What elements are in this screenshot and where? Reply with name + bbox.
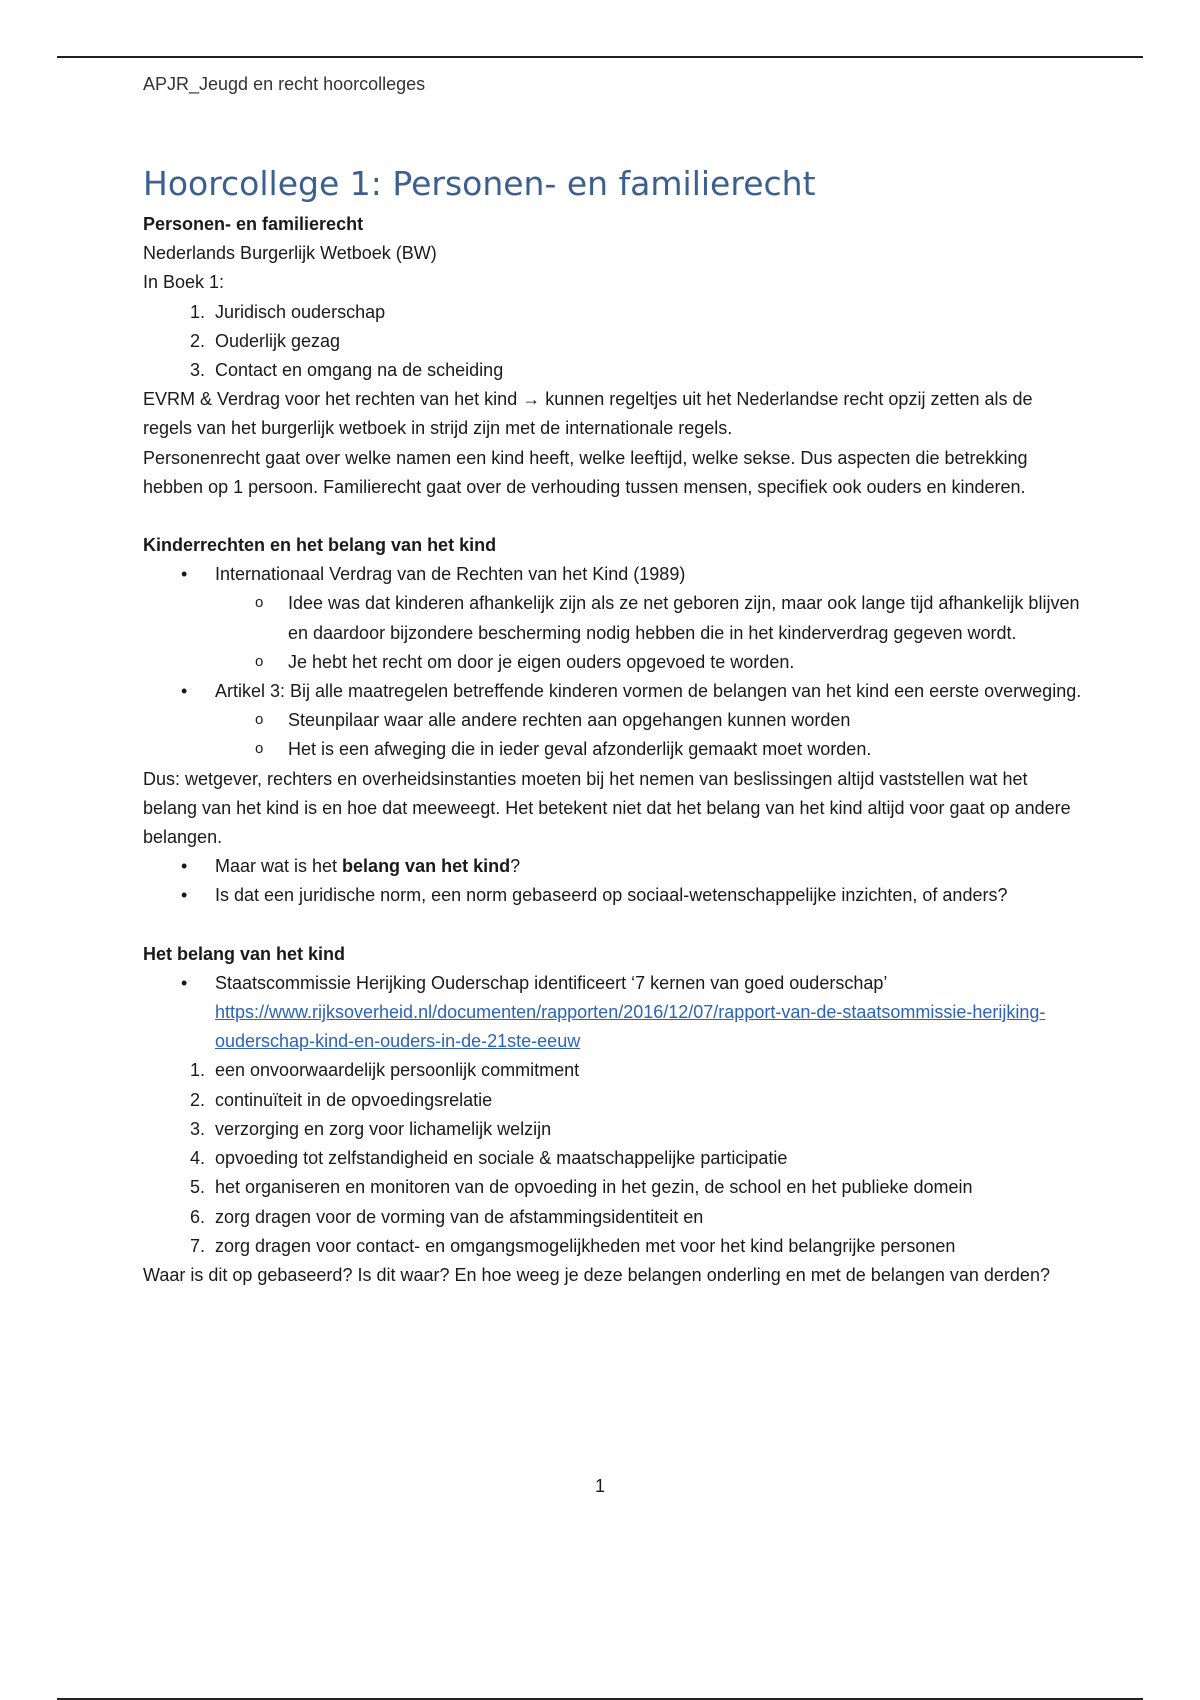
list-item: • Staatscommissie Herijking Ouderschap identificeert ‘7 kernen van goed ouderschap’ https://www.rijksoverheid.nl/documenten/rapporten/2016/12/07/rapport-van-de-staatsommissie-herijking-ouderschap-kind-en-ouders-in-de-21ste-eeuw bbox=[143, 969, 1083, 1057]
bullet-icon: • bbox=[181, 885, 188, 906]
running-header: APJR_Jeugd en recht hoorcolleges bbox=[143, 74, 426, 94]
list-item: 2. continuïteit in de opvoedingsrelatie bbox=[189, 1089, 493, 1110]
bullet-icon: • bbox=[181, 856, 188, 877]
circle-bullet-icon: o bbox=[255, 594, 264, 612]
list-item: 3. verzorging en zorg voor lichamelijk welzijn bbox=[189, 1118, 552, 1139]
dus-paragraph: Dus: wetgever, rechters en overheidsinstanties moeten bij het nemen van beslissingen altijd vaststellen wat het belang van het kind is en hoe dat meeweegt. Het betekent niet dat het belang van het kind altijd voor gaat op andere belangen. bbox=[143, 768, 1071, 848]
circle-bullet-icon: o bbox=[255, 652, 264, 670]
intro-heading: Personen- en familierecht bbox=[143, 214, 364, 234]
bullet-icon: • bbox=[181, 681, 188, 702]
boek1-list bbox=[143, 298, 1083, 386]
bullet-icon: • bbox=[181, 972, 188, 993]
questions-list bbox=[143, 852, 1083, 910]
belang-heading: Het belang van het kind bbox=[143, 943, 346, 964]
sub-list-item: o Het is een afweging die in ieder geval afzonderlijk gemaakt moet worden. bbox=[143, 735, 1083, 764]
list-item: 5. het organiseren en monitoren van de opvoeding in het gezin, de school en het publieke domein bbox=[189, 1177, 973, 1198]
circle-bullet-icon: o bbox=[255, 740, 264, 758]
sub-list-item: o Je hebt het recht om door je eigen ouders opgevoed te worden. bbox=[143, 648, 1083, 677]
list-item: • Is dat een juridische norm, een norm gebaseerd op sociaal-wetenschappelijke inzichten, of anders? bbox=[143, 881, 1083, 910]
list-item: • Maar wat is het belang van het kind? bbox=[143, 852, 1083, 881]
intro-line-boek: In Boek 1: bbox=[143, 272, 225, 293]
closing-paragraph: Waar is dit op gebaseerd? Is dit waar? En hoe weeg je deze belangen onderling en met de belangen van derden? bbox=[143, 1264, 1050, 1285]
document-body bbox=[143, 162, 1083, 1290]
kinderrechten-heading: Kinderrechten en het belang van het kind bbox=[143, 535, 497, 556]
personenrecht-paragraph: Personenrecht gaat over welke namen een kind heeft, welke leeftijd, welke sekse. Dus aspecten die betrekking hebben op 1 persoon. Familierecht gaat over de verhouding tussen mensen, specifiek ook ouders en kinderen. bbox=[143, 447, 1028, 497]
rapport-link[interactable]: https://www.rijksoverheid.nl/documenten/rapporten/2016/12/07/rapport-van-de-staatsommissie-herijking-ouderschap-kind-en-ouders-in-de-21ste-eeuw bbox=[215, 1002, 1046, 1052]
evrm-paragraph: EVRM & Verdrag voor het rechten van het kind → kunnen regeltjes uit het Nederlandse recht opzij zetten als de regels van het burgerlijk wetboek in strijd zijn met de internationale regels. bbox=[143, 389, 1033, 439]
sub-list-item: o Steunpilaar waar alle andere rechten aan opgehangen kunnen worden bbox=[143, 706, 1083, 735]
list-item: • Internationaal Verdrag van de Rechten van het Kind (1989) bbox=[143, 560, 1083, 589]
kernen-list bbox=[143, 1056, 1083, 1260]
list-item: • Artikel 3: Bij alle maatregelen betreffende kinderen vormen de belangen van het kind een eerste overweging. bbox=[143, 677, 1083, 706]
header-rule bbox=[57, 56, 1143, 58]
intro-line-bw: Nederlands Burgerlijk Wetboek (BW) bbox=[143, 243, 437, 264]
list-item: 2. Ouderlijk gezag bbox=[189, 330, 341, 351]
kinderrechten-list bbox=[143, 560, 1083, 764]
bullet-icon: • bbox=[181, 564, 188, 585]
page-number: 1 bbox=[594, 1476, 605, 1496]
list-item: 1. Juridisch ouderschap bbox=[189, 301, 386, 322]
staatscommissie-list bbox=[143, 969, 1083, 1057]
list-item: 6. zorg dragen voor de vorming van de afstammingsidentiteit en bbox=[189, 1206, 704, 1227]
page-title: Hoorcollege 1: Personen- en familierecht bbox=[143, 164, 816, 203]
list-item: 1. een onvoorwaardelijk persoonlijk commitment bbox=[189, 1060, 580, 1081]
list-item: 4. opvoeding tot zelfstandigheid en sociale & maatschappelijke participatie bbox=[189, 1148, 788, 1169]
list-item: 3. Contact en omgang na de scheiding bbox=[189, 360, 504, 381]
list-item: 7. zorg dragen voor contact- en omgangsmogelijkheden met voor het kind belangrijke personen bbox=[189, 1235, 956, 1256]
circle-bullet-icon: o bbox=[255, 711, 264, 729]
sub-list-item: o Idee was dat kinderen afhankelijk zijn als ze net geboren zijn, maar ook lange tijd afhankelijk blijven en daardoor bijzondere bescherming nodig hebben die in het kinderverdrag gegeven wordt. bbox=[143, 589, 1083, 647]
